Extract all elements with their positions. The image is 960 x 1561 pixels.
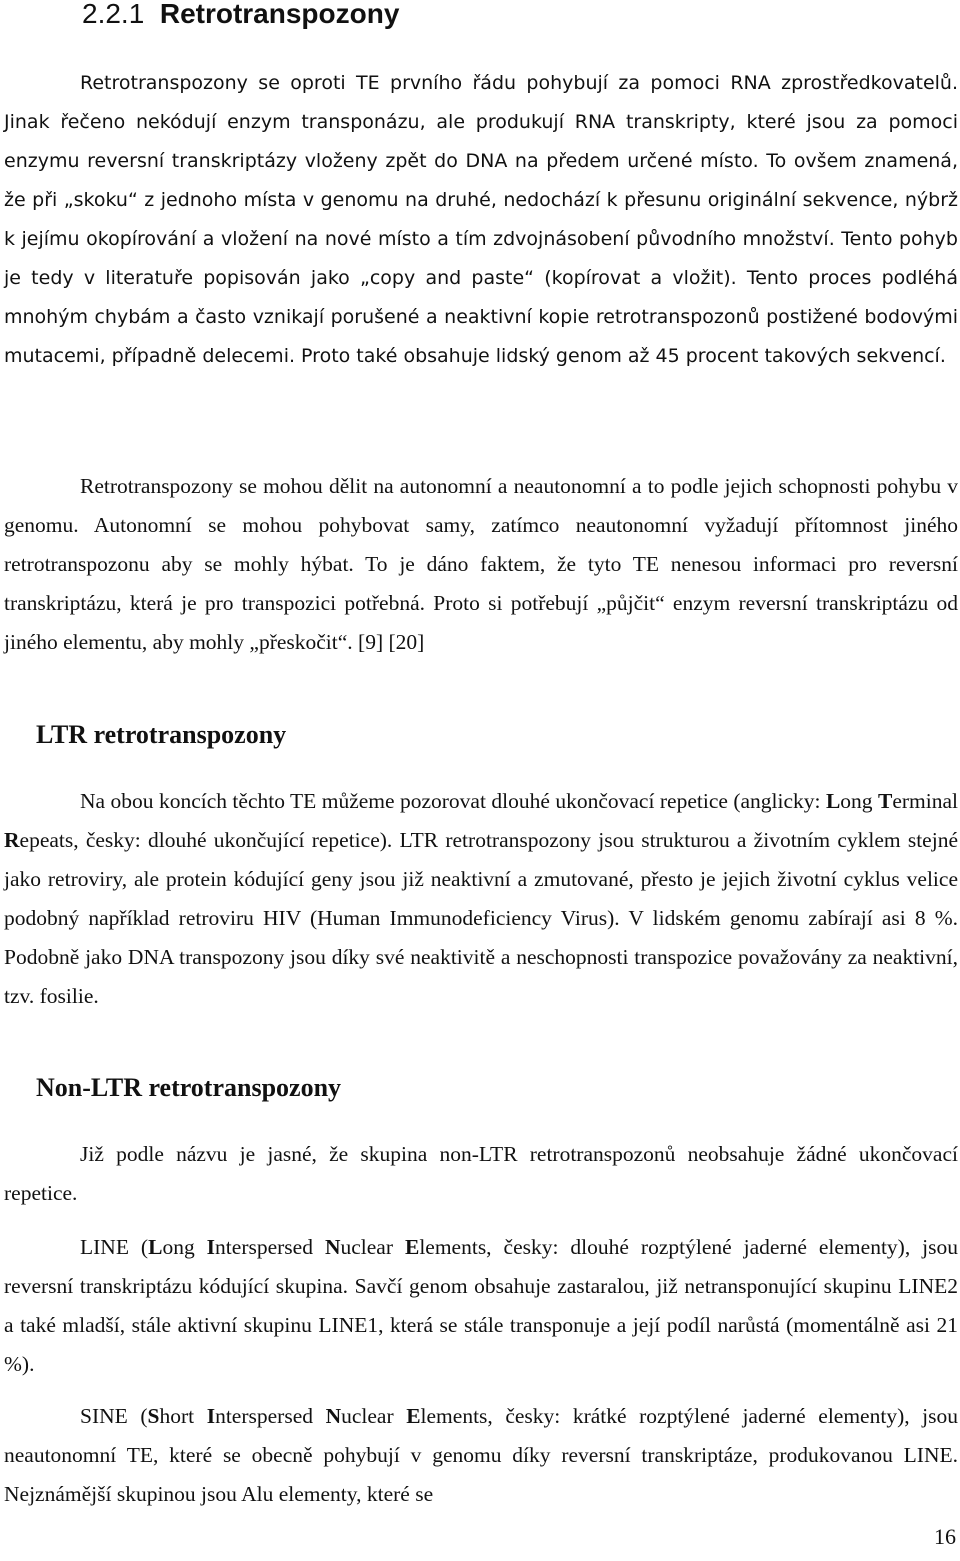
sine-letter-e: E xyxy=(406,1404,421,1428)
ltr-letter-r: R xyxy=(4,828,20,852)
sine-text-hort: hort xyxy=(159,1404,207,1428)
paragraph-autonomy: Retrotranspozony se mohou dělit na autonomní a neautonomní a to podle jejich schopnosti pohybu v genomu. Autonomní se mohou pohybovat samy, zatímco neautonomní vyžadují přítomnost jiného retrotranspozonu aby se mohly hýbat. To je dáno faktem, že tyto TE nenesou informaci pro reversní transkriptázu, která je pro transpozici potřebná. Proto si potřebují „půjčit“ enzym reversní transkriptázu od jiného elementu, aby mohly „přeskočit“. [9] [20] xyxy=(4,474,958,654)
ltr-heading: LTR retrotranspozony xyxy=(36,720,287,749)
sine-text-b: lements, česky: krátké rozptýlené jaderné elementy), jsou neautonomní TE, které se obecně pohybují v genomu díky reversní transkriptáze, produkovanou LINE. Nejznámější skupinou jsou Alu elementy, které se xyxy=(4,1404,959,1506)
ltr-text-b: epeats, česky: dlouhé ukončující repetice). LTR retrotranspozony jsou strukturou a životním cyklem stejné jako retroviry, ale protein kódující geny jsou již neaktivní a zmutované, přesto je jejich životní cyklus velice podobný například retroviru HIV (Human Immunodeficiency Virus). V lidském genomu zabírají asi 8 %. Podobně jako DNA transpozony jsou díky své neaktivitě a neschopnosti transpozice považovány za neaktivní, tzv. fosilie. xyxy=(4,828,958,1008)
section-title: Retrotranspozony xyxy=(159,0,400,29)
line-text-nter: nterspersed xyxy=(215,1235,325,1259)
sine-letter-i: I xyxy=(206,1404,216,1428)
section-number: 2.2.1 xyxy=(82,0,145,29)
sine-text-uc: uclear xyxy=(341,1404,407,1428)
line-text-b: lements, česky: dlouhé rozptýlené jaderné elementy), jsou reversní transkriptázu kódující skupina. Savčí genom obsahuje zastaralou, již netransponující skupinu LINE2 a také mladší, stále aktivní skupinu LINE1, která se stále transponuje a její podíl narůstá (momentálně asi 21 %). xyxy=(4,1235,959,1376)
paragraph-intro: Retrotranspozony se oproti TE prvního řádu pohybují za pomoci RNA zprostředkovatelů. Jinak řečeno nekódují enzym transponázu, ale produkují RNA transkripty, které jsou za pomoci enzymu reversní transkriptázy vloženy zpět do DNA na předem určené místo. To ovšem znamená, že při „skoku“ z jednoho místa v genomu na druhé, nedochází k přesunu originální sekvence, nýbrž k jejímu okopírování a vložení na nové místo a tím zdvojnásobení původního množství. Tento pohyb je tedy v literatuře popisován jako „copy and paste“ (kopírovat a vložit). Tento proces podléhá mnohým chybám a často vznikají porušené a neaktivní kopie retrotranspozonů postižené bodovými mutacemi, případně delecemi. Proto také obsahuje lidský genom až 45 procent takových sekvencí. xyxy=(4,72,958,367)
paragraph-nonltr: Již podle názvu je jasné, že skupina non-LTR retrotranspozonů neobsahuje žádné ukončovací repetice. xyxy=(4,1142,958,1205)
page-number: 16 xyxy=(934,1524,956,1549)
sine-text-nter: nterspersed xyxy=(215,1404,326,1428)
ltr-text-erminal: erminal xyxy=(892,789,958,813)
section-heading xyxy=(82,0,399,32)
sine-letter-n: N xyxy=(325,1404,342,1428)
line-text-a: LINE ( xyxy=(80,1235,149,1259)
ltr-letter-l: L xyxy=(825,789,841,813)
line-letter-n: N xyxy=(324,1235,341,1259)
line-letter-l: L xyxy=(148,1235,163,1259)
line-letter-e: E xyxy=(404,1235,420,1259)
line-text-ong: ong xyxy=(162,1235,207,1259)
line-letter-i: I xyxy=(206,1235,216,1259)
paragraph-ltr xyxy=(4,782,958,1016)
ltr-text-ong: ong xyxy=(840,789,878,813)
sine-letter-s: S xyxy=(147,1404,160,1428)
paragraph-line xyxy=(4,1228,958,1384)
line-text-uc: uclear xyxy=(340,1235,405,1259)
paragraph-sine xyxy=(4,1397,958,1514)
nonltr-heading: Non-LTR retrotranspozony xyxy=(36,1073,342,1102)
ltr-letter-t: T xyxy=(877,789,893,813)
ltr-text-a: Na obou koncích těchto TE můžeme pozorovat dlouhé ukončovací repetice (anglicky: xyxy=(80,789,826,813)
sine-text-a: SINE ( xyxy=(80,1404,148,1428)
